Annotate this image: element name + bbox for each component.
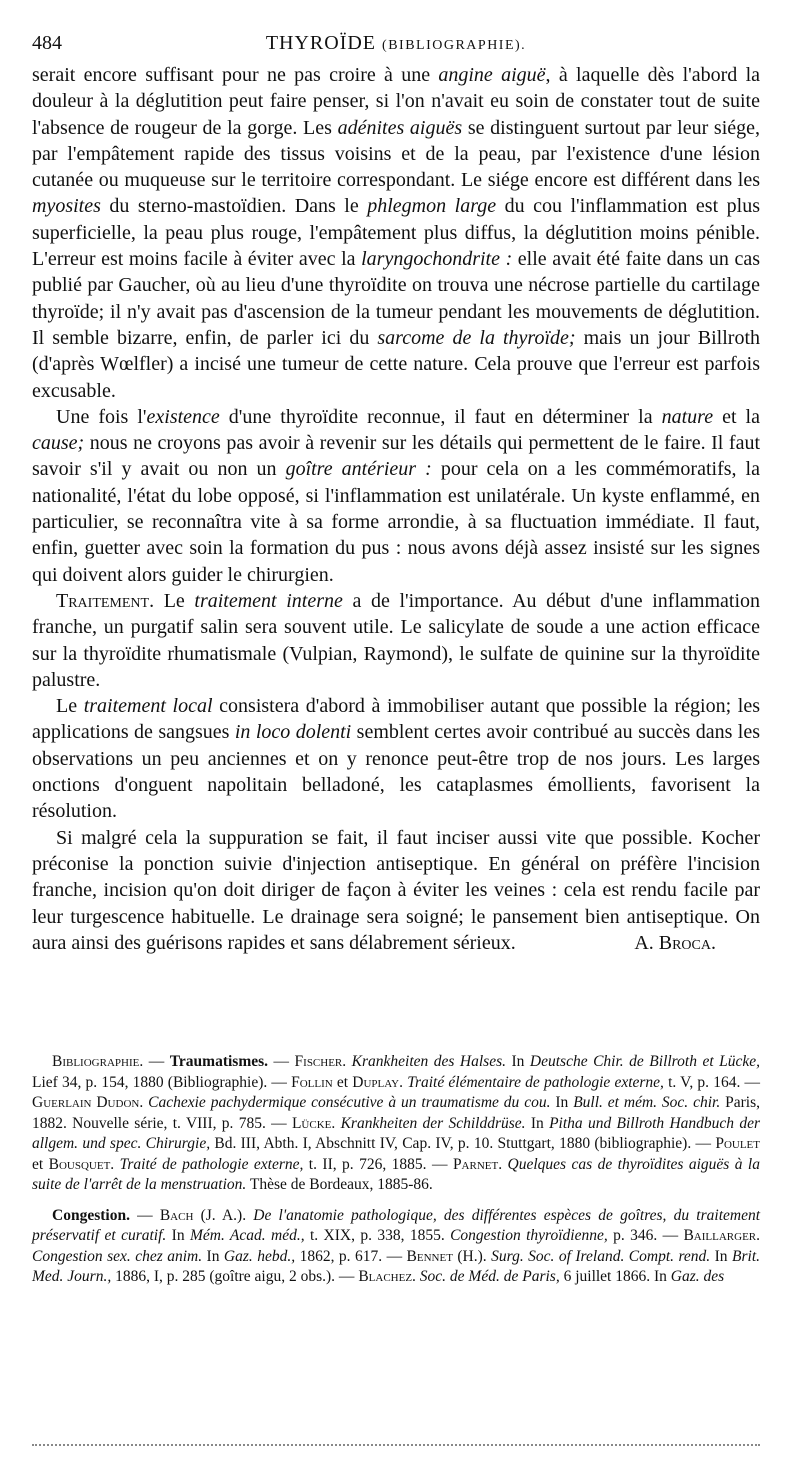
paragraph-traitement-local: Le traitement local consistera d'abord à immobiliser autant que possible la région; les applications de sangsues in loco dolenti semblent certes avoir contribué au succès dans les observations un peu anciennes et on y renonce peut-être trop de nos jours. Les larges onctions d'onguent napolitain belladoné, les cataplasmes émollients, favorisent la résolution. (32, 695, 761, 823)
bibliography-traumatismes: Bibliographie. — Traumatismes. — Fischer. Krankheiten des Halses. In Deutsche Chir. de Billroth et Lücke, Lief 34, p. 154, 1880 (Bibliographie). — Follin et Duplay. Traité élémentaire de pathologie externe, t. V, p. 164. — Guerlain Dudon. Cachexie pachydermique consécutive à un traumatisme du cou. In Bull. et mém. Soc. chir. Paris, 1882. Nouvelle série, t. VIII, p. 785. — Lücke. Krankheiten der Schilddrüse. In Pitha und Billroth Handbuch der allgem. und spec. Chirurgie, Bd. III, Abth. I, Abschnitt IV, Cap. IV, p. 10. Stuttgart, 1880 (bibliographie). — Poulet et Bousquet. Traité de pathologie externe, t. II, p. 726, 1885. — Parnet. Quelques cas de thyroïdites aiguës à la suite de l'arrêt de la menstruation. Thèse de Bordeaux, 1885-86. (32, 1053, 761, 1193)
running-title (32, 30, 760, 59)
page-header (32, 30, 760, 56)
author-signature: A. Broca. (634, 931, 716, 954)
footer-rule (32, 1444, 760, 1446)
body-text (32, 62, 760, 956)
running-title-section: (BIBLIOGRAPHIE). (382, 38, 527, 53)
bibliography-congestion: Congestion. — Bach (J. A.). De l'anatomie pathologique, des différentes espèces de goîtres, du traitement préservatif et curatif. In Mém. Acad. méd., t. XIX, p. 338, 1855. Congestion thyroïdienne, p. 346. — Baillarger. Congestion sex. chez anim. In Gaz. hebd., 1862, p. 617. — Bennet (H.). Surg. Soc. of Ireland. Compt. rend. In Brit. Med. Journ., 1886, I, p. 285 (goître aigu, 2 obs.). — Blachez. Soc. de Méd. de Paris, 6 juillet 1866. In Gaz. des (32, 1206, 761, 1285)
paragraph-diagnostic: serait encore suffisant pour ne pas croire à une angine aiguë, à laquelle dès l'abord la douleur à la déglutition peut faire penser, si l'on n'avait eu soin de constater tout de suite l'absence de rougeur de la gorge. Les adénites aiguës se distinguent surtout par leur siége, par l'empâtement rapide des tissus voisins et de la peau, par l'existence d'une lésion cutanée ou muqueuse sur le territoire correspondant. Le siége encore est différent dans les myosites du sterno-mastoïdien. Dans le phlegmon large du cou l'inflammation est plus superficielle, la peau plus rouge, l'empâtement plus diffus, la déglutition moins pénible. L'erreur est moins facile à éviter avec la laryngochondrite : elle avait été faite dans un cas publié par Gaucher, où au lieu d'une thyroïdite on trouva une nécrose partielle du cartilage thyroïde; il n'y avait pas d'ascension de la tumeur pendant les mouvements de déglutition. Il semble bizarre, enfin, de parler ici du sarcome de la thyroïde; mais un jour Billroth (d'après Wœlfler) a incisé une tumeur de cette nature. Cela prouve que l'erreur est parfois excusable. (32, 64, 761, 402)
running-title-main: THYROÏDE (265, 32, 377, 54)
paragraph-nature-cause: Une fois l'existence d'une thyroïdite reconnue, il faut en déterminer la nature et la cause; nous ne croyons pas avoir à revenir sur les détails qui permettent de le faire. Il faut savoir s'il y avait ou non un goître antérieur : pour cela on a les commémoratifs, la nationalité, l'état du lobe opposé, si l'inflammation est unilatérale. Un kyste enflammé, en particulier, se reconnaîtra vite à sa forme arrondie, à sa fluctuation immédiate. Il faut, enfin, guetter avec soin la formation du pus : nous avons déjà assez insisté sur les signes qui doivent alors guider le chirurgien. (32, 405, 760, 586)
paragraph-traitement: Traitement. Le traitement interne a de l'importance. Au début d'une inflammation franche, un purgatif salin sera souvent utile. Le salicylate de soude a une action efficace sur la thyroïdite rhumatismale (Vulpian, Raymond), le sulfate de quinine sur la thyroïdite palustre. (32, 589, 761, 691)
paragraph-suppuration: Si malgré cela la suppuration se fait, il faut inciser aussi vite que possible. Kocher préconise la ponction suivie d'injection antiseptique. En général on préfère l'incision franche, incision qu'on doit diriger de façon à éviter les veines : cela est rendu facile par leur turgescence habituelle. Le drainage sera soigné; le pansement bien antiseptique. On aura ainsi des guérisons rapides et sans délabrement sérieux. A. Broca. (32, 825, 760, 956)
page-number: 484 (32, 32, 62, 54)
section-heading-traitement: Traitement. (56, 589, 155, 612)
bibliography (32, 1052, 760, 1288)
